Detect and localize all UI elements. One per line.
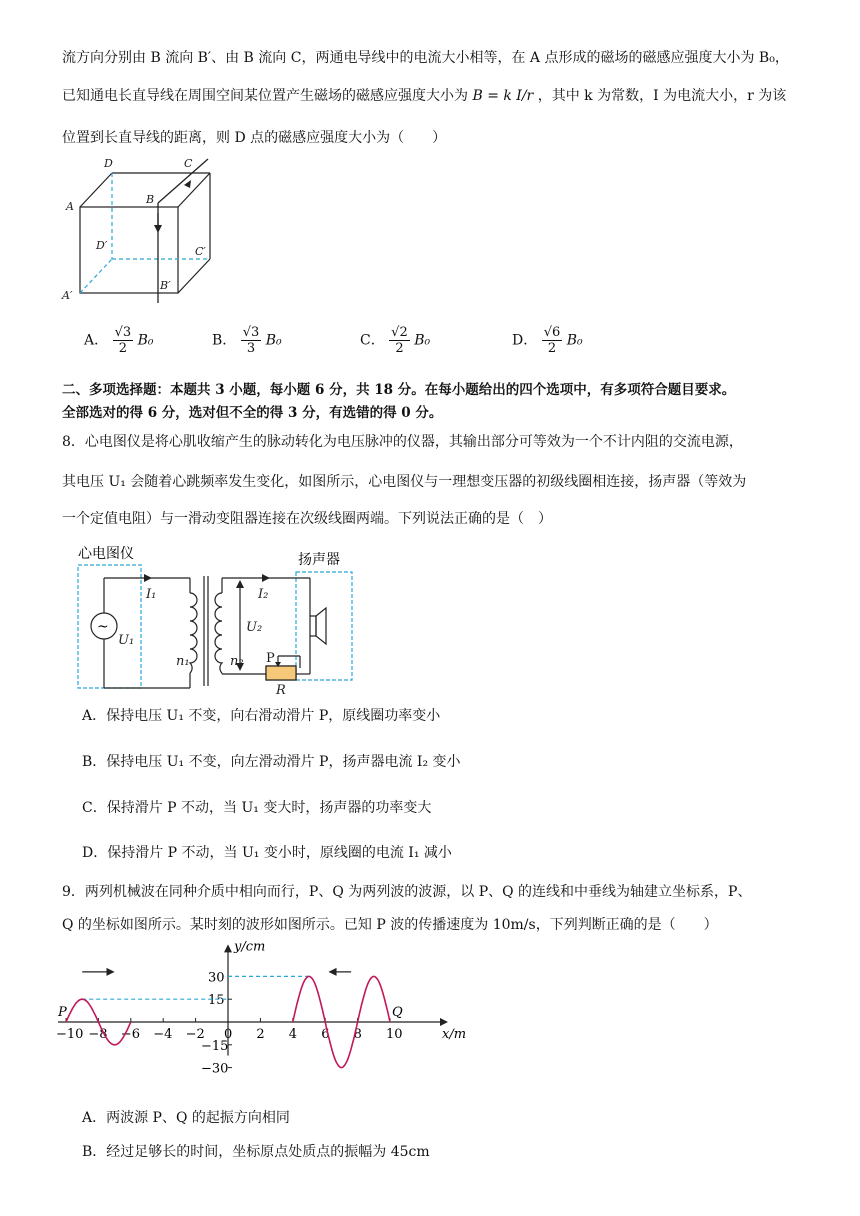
q8-option-b[interactable]: B．保持电压 U₁ 不变，向左滑动滑片 P，扬声器电流 I₂ 变小	[82, 754, 461, 770]
label-I2: I₂	[258, 587, 269, 602]
formula: B = k I/r	[472, 88, 534, 104]
y-tick-label: 30	[208, 970, 225, 986]
cube-label-B: B	[146, 193, 155, 206]
y-axis-label: y/cm	[234, 940, 266, 955]
q7-line2a: 已知通电长直导线在周围空间某位置产生磁场的磁感应强度大小为	[62, 88, 468, 104]
q9-option-a[interactable]: A．两波源 P、Q 的起振方向相同	[82, 1110, 290, 1126]
label-P: P	[266, 651, 275, 666]
q9-line2: Q 的坐标如图所示。某时刻的波形如图所示。已知 P 波的传播速度为 10m/s，下列判断正确的是（ ）	[62, 917, 718, 933]
y-tick-label: 15	[208, 993, 225, 1009]
cube-label-D-prime: D′	[96, 239, 108, 252]
q7-line2b: ，其中 k 为常数，I 为电流大小，r 为该	[537, 88, 787, 104]
q9-line1: 9．两列机械波在同种介质中相向而行，P、Q 为两列波的波源，以 P、Q 的连线和中垂线为轴建立坐标系，P、	[62, 884, 752, 900]
x-tick-label: 2	[256, 1027, 265, 1042]
x-tick-label: 0	[224, 1027, 233, 1042]
x-tick-label: −2	[185, 1027, 205, 1042]
q8-option-d[interactable]: D．保持滑片 P 不动，当 U₁ 变小时，原线圈的电流 I₁ 减小	[82, 845, 452, 861]
q7-option-a[interactable]: A． $\frac{√3}{2}$ B₀	[84, 325, 154, 356]
q7-option-d[interactable]: D． $\frac{√6}{2}$ B₀	[512, 325, 583, 356]
q8-option-a[interactable]: A．保持电压 U₁ 不变，向右滑动滑片 P，原线圈功率变小	[82, 708, 441, 724]
source-label-P: P	[58, 1005, 67, 1020]
y-tick-label: −15	[201, 1038, 229, 1054]
q9-option-b[interactable]: B．经过足够长的时间，坐标原点处质点的振幅为 45cm	[82, 1144, 430, 1160]
wave-chart	[55, 940, 485, 1100]
x-tick-label: 8	[353, 1027, 362, 1042]
source-label-Q: Q	[392, 1005, 403, 1020]
cube-label-C: C	[184, 157, 193, 170]
x-tick-label: −4	[153, 1027, 173, 1042]
x-axis-label: x/m	[442, 1027, 467, 1042]
q7-option-c[interactable]: C． $\frac{√2}{2}$ B₀	[360, 325, 431, 356]
y-tick-label: −30	[201, 1061, 229, 1077]
label-n1: n₁	[176, 654, 190, 669]
q8-line1: 8．心电图仪是将心肌收缩产生的脉动转化为电压脉冲的仪器，其输出部分可等效为一个不计内阻的交流电源，	[62, 434, 743, 450]
section2-line1: 二、多项选择题：本题共 3 小题，每小题 6 分，共 18 分。在每小题给出的四个选项中，有多项符合题目要求。	[62, 382, 736, 398]
label-R: R	[276, 683, 286, 698]
q7-line3: 位置到长直导线的距离，则 D 点的磁感应强度大小为（ ）	[62, 130, 447, 146]
x-tick-label: −10	[56, 1027, 84, 1042]
q8-option-c[interactable]: C．保持滑片 P 不动，当 U₁ 变大时，扬声器的功率变大	[82, 800, 432, 816]
section2-line2: 全部选对的得 6 分，选对但不全的得 3 分，有选错的得 0 分。	[62, 405, 443, 421]
q7-line1: 流方向分别由 B 流向 B′、由 B 流向 C，两通电导线中的电流大小相等，在 A 点形成的磁场的磁感应强度大小为 B₀，	[62, 50, 789, 66]
cube-label-B-prime: B′	[160, 279, 171, 292]
speaker-label: 扬声器	[298, 552, 340, 568]
arrow-left-head	[328, 968, 336, 976]
q7-line2	[62, 86, 786, 106]
circuit-figure	[70, 538, 370, 698]
cube-figure	[60, 155, 220, 305]
arrow-right-head	[107, 968, 115, 976]
label-U1: U₁	[118, 633, 135, 648]
y-axis-arrow	[224, 944, 232, 952]
x-tick-label: 10	[386, 1027, 403, 1042]
q7-option-b[interactable]: B． $\frac{√3}{3}$ B₀	[212, 325, 282, 356]
label-n2: n₂	[230, 654, 244, 669]
q8-line3: 一个定值电阻）与一滑动变阻器连接在次级线圈两端。下列说法正确的是（ ）	[62, 511, 552, 527]
cube-label-A: A	[66, 200, 74, 213]
x-tick-label: 4	[288, 1027, 298, 1042]
cube-label-C-prime: C′	[195, 245, 206, 258]
cube-label-A-prime: A′	[62, 289, 73, 302]
q8-line2: 其电压 U₁ 会随着心跳频率发生变化，如图所示，心电图仪与一理想变压器的初级线圈相连接，扬声器（等效为	[62, 474, 747, 490]
ecg-label: 心电图仪	[78, 546, 134, 562]
cube-label-D: D	[104, 157, 113, 170]
ac-source-icon: ~	[97, 619, 109, 635]
label-U2: U₂	[246, 620, 263, 635]
x-tick-label: −8	[88, 1027, 108, 1042]
x-tick-label: 6	[321, 1027, 330, 1042]
label-I1: I₁	[146, 587, 157, 602]
x-tick-label: −6	[120, 1027, 140, 1042]
x-axis-arrow	[440, 1018, 448, 1026]
